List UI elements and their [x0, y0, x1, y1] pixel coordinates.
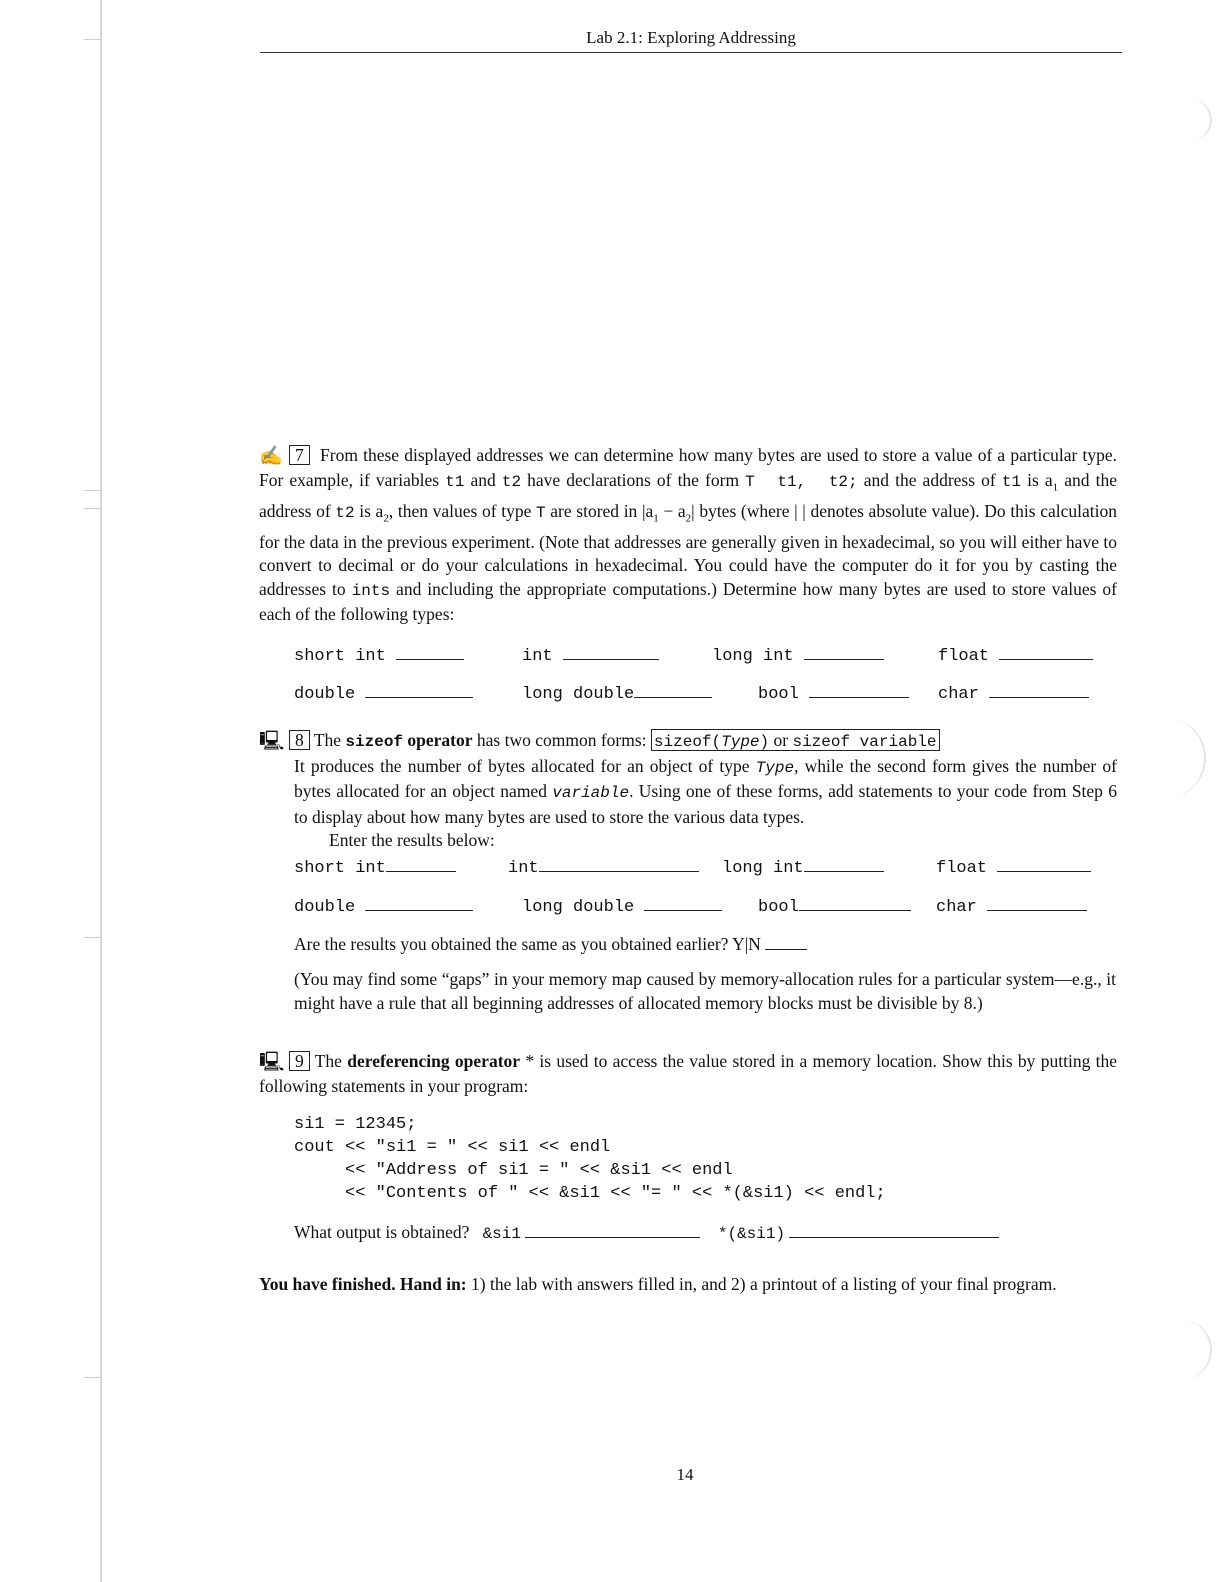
type-label: bool: [758, 898, 799, 917]
answer-blank[interactable]: [365, 894, 473, 911]
step-8: 🖳 8 The sizeof operator has two common forms: sizeof(Type) or sizeof variable It produces the number of bytes allocated for an object of type Type, while the second form gives the number of bytes allocated for an object named variable. Using one of these forms, add statements to your code from Step 6 to display about how many bytes are used to store the various data types. Enter the results below:: [259, 730, 1117, 850]
computer-icon: 🖳: [259, 731, 285, 752]
code-line: << "Contents of " << &si1 << "= " << *(&si1) << endl;: [294, 1184, 886, 1203]
type-row: [294, 681, 1114, 705]
code-block: [294, 1113, 886, 1205]
computer-icon: 🖳: [259, 1052, 285, 1073]
answer-blank[interactable]: [987, 894, 1087, 911]
type-label: short int: [294, 859, 386, 878]
page-edge-mark: [1170, 100, 1212, 140]
output-question: What output is obtained? &si1 *(&si1): [294, 1221, 1116, 1247]
type-label: double: [294, 685, 356, 704]
results-question: Are the results you obtained the same as you obtained earlier? Y|N: [294, 933, 1116, 957]
type-label: float: [938, 647, 990, 666]
margin-tick: [84, 39, 100, 40]
gaps-note: (You may find some “gaps” in your memory map caused by memory-allocation rules for a particular system—e.g., it might have a rule that all beginning addresses of allocated memory blocks must be divisible by 8.): [294, 969, 1116, 1013]
type-label: long int: [722, 859, 804, 878]
margin-tick: [84, 1377, 100, 1378]
answer-blank[interactable]: [396, 643, 464, 660]
answer-blank[interactable]: [997, 855, 1091, 872]
type-label: char: [938, 685, 979, 704]
answer-blank[interactable]: [999, 643, 1093, 660]
page-edge-mark: [1150, 718, 1206, 798]
answer-blank[interactable]: [804, 855, 884, 872]
answer-blank[interactable]: [539, 855, 699, 872]
code-line: si1 = 12345;: [294, 1115, 417, 1134]
margin-tick: [84, 490, 100, 491]
type-label: int: [508, 859, 539, 878]
type-label: long double: [522, 685, 635, 704]
answer-blank[interactable]: [989, 681, 1089, 698]
page-edge-mark: [1170, 1320, 1212, 1380]
type-label: float: [936, 859, 988, 878]
pencil-icon: ✍: [259, 446, 283, 467]
step-number: 8: [289, 730, 310, 750]
answer-blank[interactable]: [525, 1221, 700, 1238]
type-row: [294, 643, 1114, 667]
answer-blank[interactable]: [804, 643, 884, 660]
answer-blank[interactable]: [809, 681, 909, 698]
type-label: short int: [294, 647, 386, 666]
type-label: long int: [712, 647, 794, 666]
type-row: [294, 894, 1114, 918]
answer-blank[interactable]: [644, 894, 722, 911]
step-number: 9: [289, 1051, 310, 1071]
answer-blank[interactable]: [563, 643, 659, 660]
page-header: Lab 2.1: Exploring Addressing: [586, 28, 796, 47]
type-label: char: [936, 898, 977, 917]
code-line: << "Address of si1 = " << &si1 << endl: [294, 1161, 733, 1180]
answer-blank[interactable]: [365, 681, 473, 698]
finish-instructions: You have finished. Hand in: 1) the lab with answers filled in, and 2) a printout of a listing of your final program.: [259, 1274, 1057, 1294]
type-label: int: [522, 647, 553, 666]
type-row: [294, 855, 1114, 879]
answer-blank[interactable]: [634, 681, 712, 698]
step-7: ✍ 7 From these displayed addresses we can determine how many bytes are used to store a value of a particular type. For example, if variables t1 and t2 have declarations of the form T t1, t2; and the address of t1 is $a_1$ and the address of t2 is $a_2$, then values of type T are stored in $|a_1 - a_2|$ bytes (where | | denotes absolute value). Do this calculation for the data in the previous experiment. (Note that addresses are generally given in hexadecimal, so you will either have to convert to decimal or do your calculations in hexadecimal. You could have the computer do it for you by casting the addresses to ints and including the appropriate computations.) Determine how many bytes are used to store values of each of the following types:: [259, 445, 1118, 624]
step-number: 7: [289, 445, 310, 465]
page-number: 14: [676, 1465, 694, 1484]
answer-blank[interactable]: [765, 935, 807, 950]
answer-blank[interactable]: [799, 894, 911, 911]
margin-tick: [84, 508, 100, 509]
margin-tick: [84, 937, 100, 938]
type-label: long double: [522, 898, 635, 917]
code-line: cout << "si1 = " << si1 << endl: [294, 1138, 611, 1157]
type-label: double: [294, 898, 356, 917]
type-label: bool: [758, 685, 799, 704]
answer-blank[interactable]: [386, 855, 456, 872]
binding-margin-line: [100, 0, 102, 1582]
sizeof-forms-box: sizeof(Type) or sizeof variable: [651, 729, 940, 751]
header-rule: [260, 52, 1122, 53]
answer-blank[interactable]: [789, 1221, 999, 1238]
step-9: 🖳 9 The dereferencing operator * is used to access the value stored in a memory location. Show this by putting the following statements in your program:: [259, 1051, 1117, 1096]
